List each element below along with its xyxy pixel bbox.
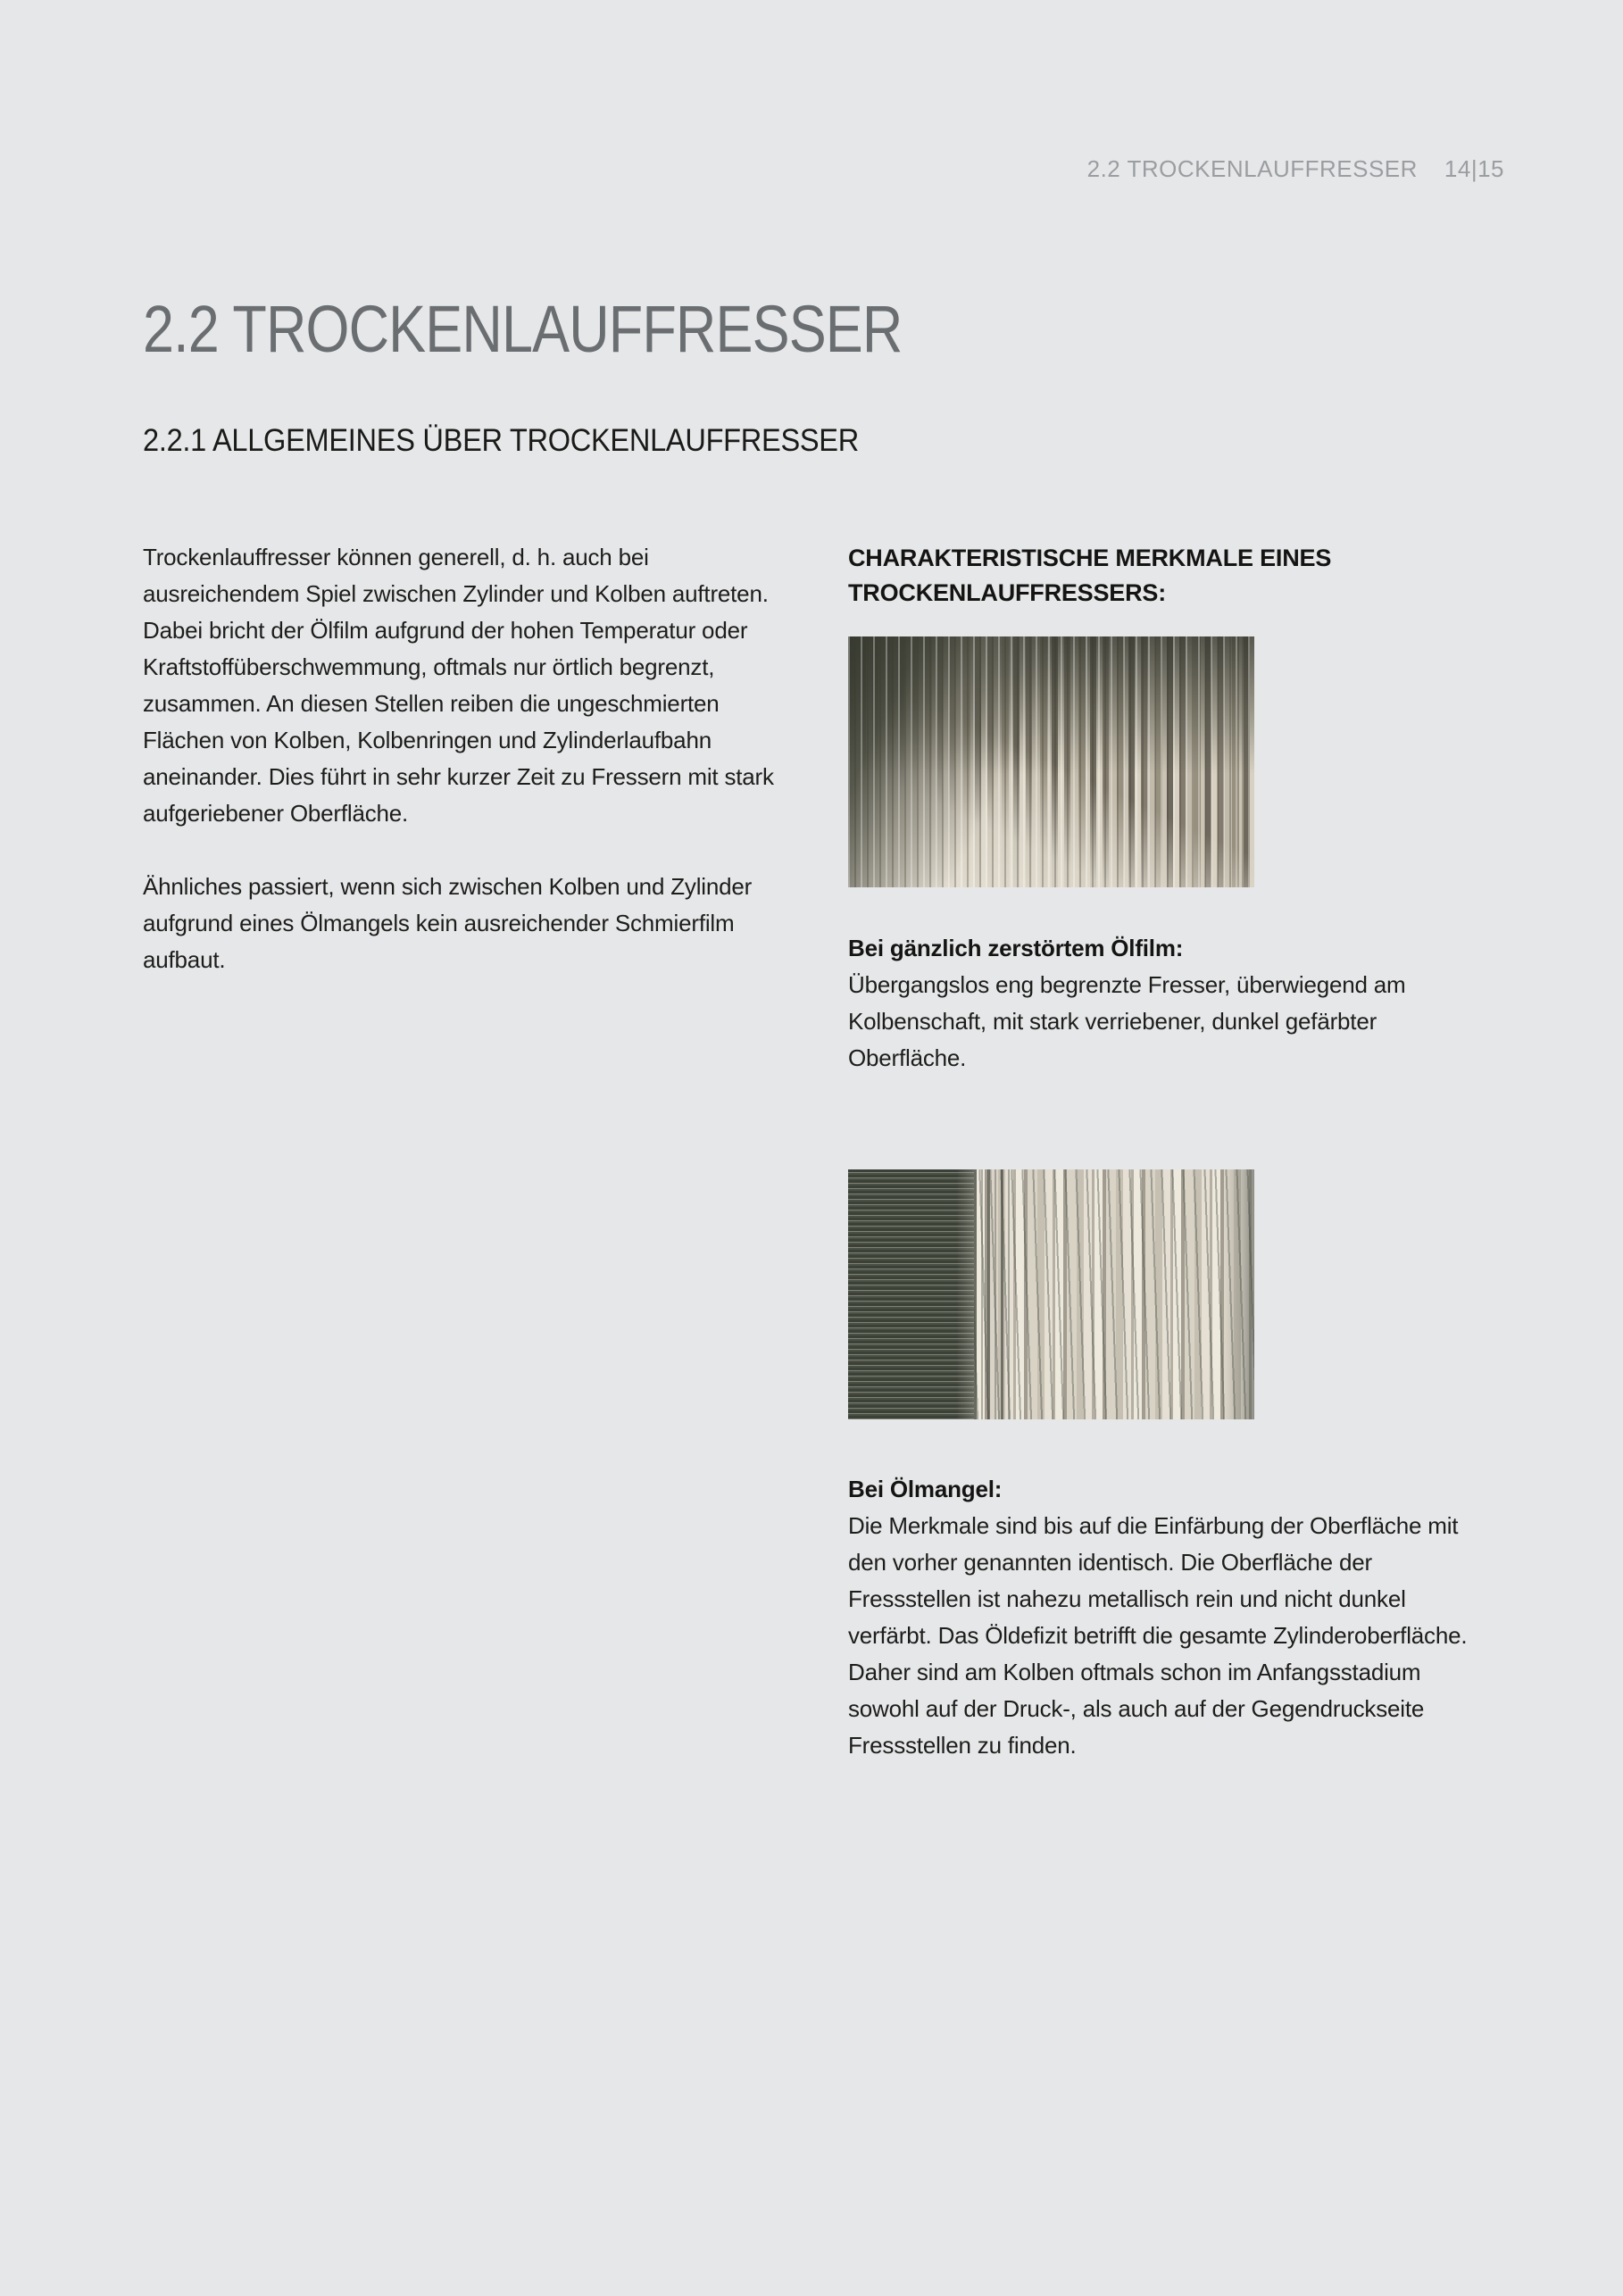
figure-caption-1-text: Übergangslos eng begrenzte Fresser, überwiegend am Kolbenschaft, mit stark verriebener, dunkel gefärbter Oberfläche. [848, 971, 1406, 1071]
piston-ring-zone-metallic-scuffing-photo [848, 1169, 1254, 1419]
figure-caption-1 [848, 930, 1487, 1077]
section-subtitle: 2.2.1 ALLGEMEINES ÜBER TROCKENLAUFFRESSER [143, 423, 859, 458]
characteristics-heading: CHARAKTERISTISCHE MERKMALE EINES TROCKENLAUFFRESSERS: [848, 545, 1332, 606]
intro-paragraph-2: Ähnliches passiert, wenn sich zwischen Kolben und Zylinder aufgrund eines Ölmangels kein ausreichender Schmierfilm aufbaut. [143, 873, 753, 973]
intro-text-column [143, 539, 782, 978]
figure-caption-2 [848, 1471, 1487, 1764]
figure-caption-2-text: Die Merkmale sind bis auf die Einfärbung der Oberfläche mit den vorher genannten identisch. Die Oberfläche der Fressstellen ist nahezu metallisch rein und nicht dunkel verfärbt. Das Öldefizit betrifft die gesamte Zylinderoberfläche. Daher sind am Kolben oftmals schon im Anfangsstadium sowohl auf der Druck-, als auch auf der Gegendruckseite Fressstellen zu finden. [848, 1512, 1468, 1759]
page-number: 14|15 [1444, 155, 1504, 182]
running-head [1087, 155, 1504, 182]
chapter-title: 2.2 TROCKENLAUFFRESSER [143, 292, 903, 366]
photo-transition-strip [974, 1169, 1011, 1419]
intro-paragraph-1: Trockenlauffresser können generell, d. h. auch bei ausreichendem Spiel zwischen Zylinder und Kolben auftreten. Dabei bricht der Ölfilm aufgrund der hohen Temperatur oder Kraftstoffüberschwemmung, oftmals nur örtlich begrenzt, zusammen. An diesen Stellen reiben die ungeschmierten Flächen von Kolben, Kolbenringen und Zylinderlaufbahn aneinander. Dies führt in sehr kurzer Zeit zu Fressern mit stark aufgeriebener Oberfläche. [143, 544, 774, 827]
piston-ring-band-texture [848, 1169, 974, 1419]
running-head-section-label: 2.2 TROCKENLAUFFRESSER [1086, 155, 1418, 182]
piston-skirt-dark-scuffing-photo [848, 636, 1254, 887]
figure-caption-1-title: Bei gänzlich zerstörtem Ölfilm: [848, 935, 1184, 961]
figure-caption-2-title: Bei Ölmangel: [848, 1476, 1003, 1502]
